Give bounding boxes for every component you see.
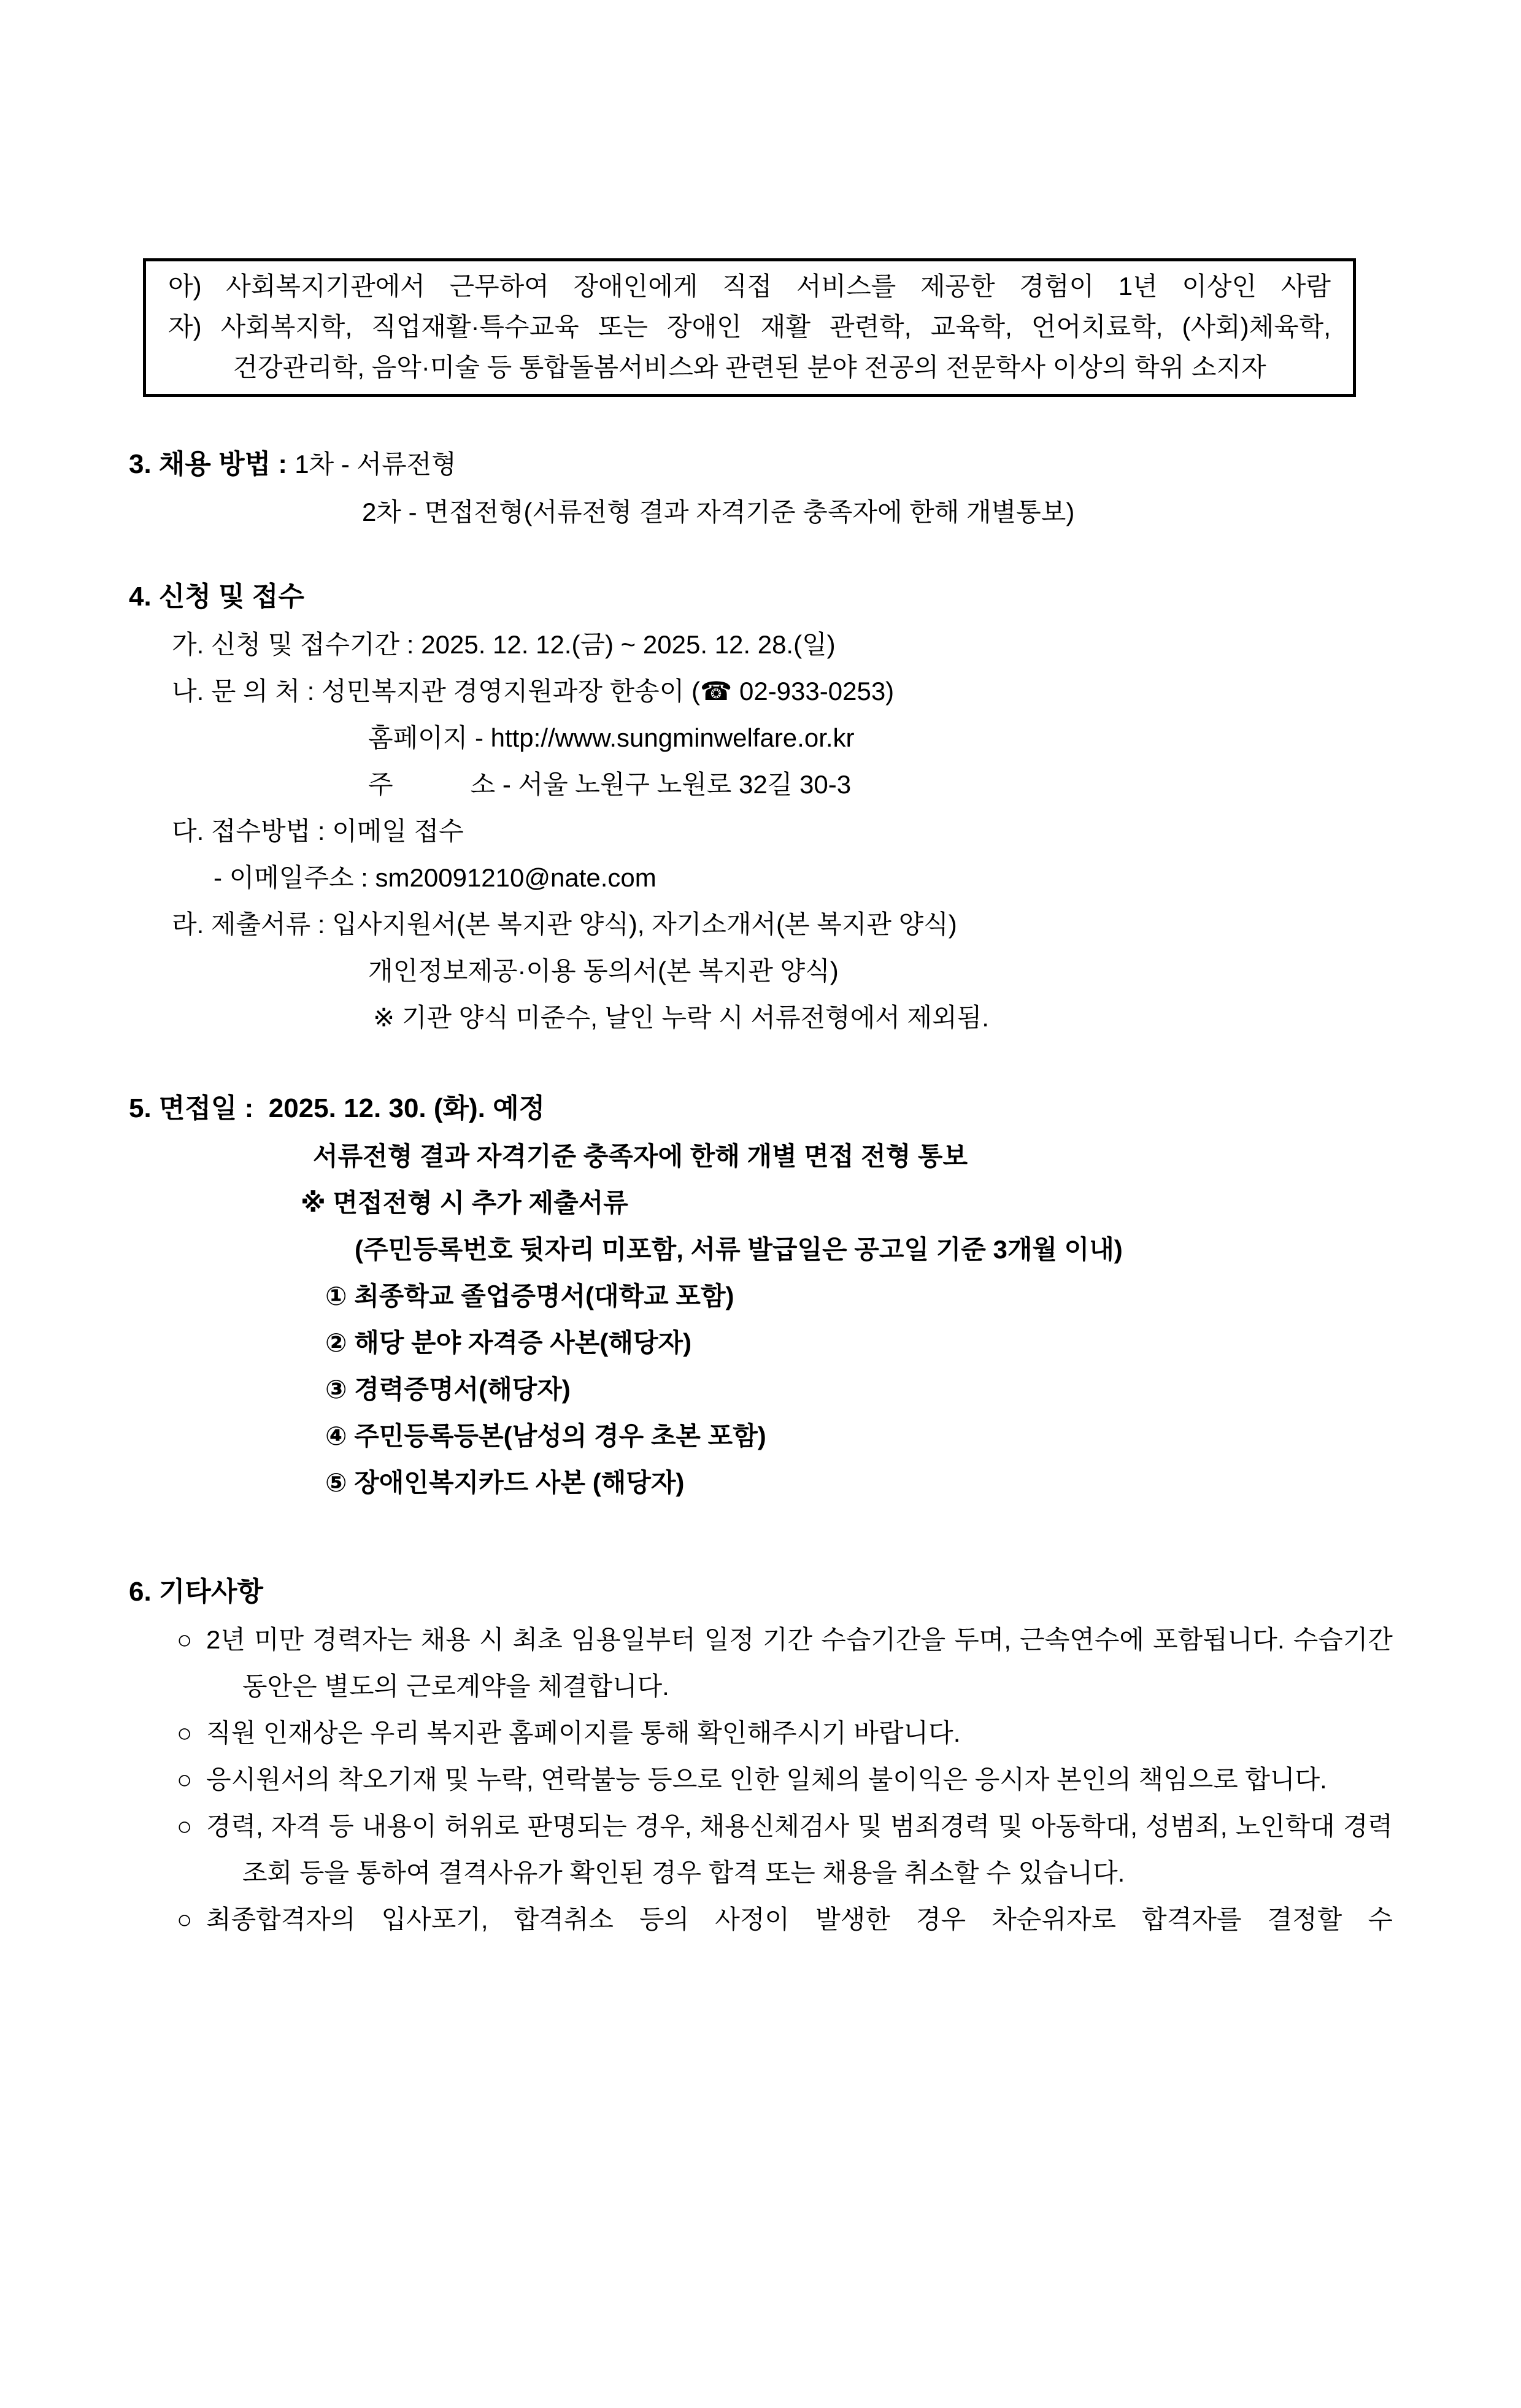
recruitment-notice-page (0, 258, 1521, 1943)
form-warning-note: ※ 기관 양식 미준수, 날인 누락 시 서류전형에서 제외됨. (373, 1003, 989, 1032)
extra-doc-2: ② 해당 분야 자격증 사본(해당자) (325, 1328, 692, 1357)
misc-item-text: 응시원서의 착오기재 및 누락, 연락불능 등으로 인한 일체의 불이익은 응시자 본인의 책임으로 합니다. (206, 1765, 1327, 1794)
misc-item-text: 경력, 자격 등 내용이 허위로 판명되는 경우, 채용신체검사 및 범죄경력 및 아동학대, 성범죄, 노인학대 경력조회 등을 통하여 결격사유가 확인된 경우 합격 또는 채용을 취소할 수 있습니다. (206, 1812, 1393, 1887)
misc-item-text: 직원 인재상은 우리 복지관 홈페이지를 통해 확인해주시기 바랍니다. (206, 1718, 961, 1747)
misc-item-probation (129, 1617, 1400, 1710)
required-documents: 라. 제출서류 : 입사지원서(본 복지관 양식), 자기소개서(본 복지관 양식) (172, 910, 957, 939)
circle-bullet: ○ (177, 1718, 193, 1747)
interview-notice: 서류전형 결과 자격기준 충족자에 한해 개별 면접 전형 통보 (313, 1142, 968, 1171)
misc-item-runner-up (129, 1896, 1393, 1943)
extra-doc-5: ⑤ 장애인복지카드 사본 (해당자) (325, 1468, 685, 1497)
section3-heading: 3. 채용 방법 : (129, 449, 295, 479)
qualification-line-a: 아) 사회복지기관에서 근무하여 장애인에게 직접 서비스를 제공한 경험이 1년 이상인 사람 (168, 272, 1331, 301)
round2-text: 2차 - 면접전형(서류전형 결과 자격기준 충족자에 한해 개별통보) (362, 498, 1075, 526)
misc-item-disqualification (129, 1803, 1393, 1896)
extra-doc-3: ③ 경력증명서(해당자) (325, 1375, 571, 1404)
misc-item-text: 2년 미만 경력자는 채용 시 최초 임용일부터 일정 기간 수습기간을 두며, 근속연수에 포함됩니다. 수습기간 동안은 별도의 근로계약을 체결합니다. (206, 1625, 1400, 1701)
circle-bullet: ○ (177, 1812, 193, 1841)
section4-heading: 4. 신청 및 접수 (129, 582, 304, 612)
contact-phone-number: 02-933-0253) (732, 677, 895, 706)
section-miscellaneous (129, 1568, 1400, 1943)
extra-doc-1: ① 최종학교 졸업증명서(대학교 포함) (325, 1282, 734, 1310)
contact-text: 나. 문 의 처 : 성민복지관 경영지원과장 한송이 ( (172, 677, 700, 706)
qualification-box (143, 258, 1356, 397)
section6-heading: 6. 기타사항 (129, 1577, 263, 1607)
section5-heading: 5. 면접일 : 2025. 12. 30. (화). 예정 (129, 1093, 545, 1123)
qualification-line-ja-continuation: 건강관리학, 음악·미술 등 통합돌봄서비스와 관련된 분야 전공의 전문학사 이상의 학위 소지자 (233, 353, 1266, 382)
qualification-line-ja: 자) 사회복지학, 직업재활·특수교육 또는 장애인 재활 관련학, 교육학, 언어치료학, (사회)체육학, (168, 312, 1331, 341)
address-line: 주 소 - 서울 노원구 노원로 32길 30-3 (368, 770, 852, 799)
round1-text: 1차 - 서류전형 (295, 450, 456, 479)
circle-bullet: ○ (177, 1625, 193, 1654)
extra-docs-note: (주민등록번호 뒷자리 미포함, 서류 발급일은 공고일 기준 3개월 이내) (355, 1235, 1123, 1264)
misc-item-talent (129, 1710, 1393, 1756)
recruitment-method-line (129, 440, 1393, 489)
required-documents-continuation: 개인정보제공·이용 동의서(본 복지관 양식) (368, 956, 839, 985)
application-period: 가. 신청 및 접수기간 : 2025. 12. 12.(금) ~ 2025. 12. 28.(일) (172, 630, 836, 659)
misc-item-responsibility (129, 1756, 1393, 1803)
circle-bullet: ○ (177, 1765, 193, 1794)
extra-doc-4: ④ 주민등록등본(남성의 경우 초본 포함) (325, 1421, 766, 1450)
section-recruitment-method (129, 440, 1393, 536)
circle-bullet: ○ (177, 1905, 193, 1934)
phone-icon: ☎ (699, 677, 733, 706)
section-interview (129, 1084, 1393, 1506)
homepage-line: 홈페이지 - http://www.sungminwelfare.or.kr (368, 723, 855, 752)
contact-line (129, 668, 1393, 715)
section-application (129, 572, 1393, 1041)
reception-method: 다. 접수방법 : 이메일 접수 (172, 817, 464, 845)
extra-docs-title: ※ 면접전형 시 추가 제출서류 (301, 1188, 628, 1217)
email-address-line: - 이메일주소 : sm20091210@nate.com (214, 863, 657, 892)
misc-item-text: 최종합격자의 입사포기, 합격취소 등의 사정이 발생한 경우 차순위자로 합격자를 결정할 수 (206, 1905, 1393, 1934)
